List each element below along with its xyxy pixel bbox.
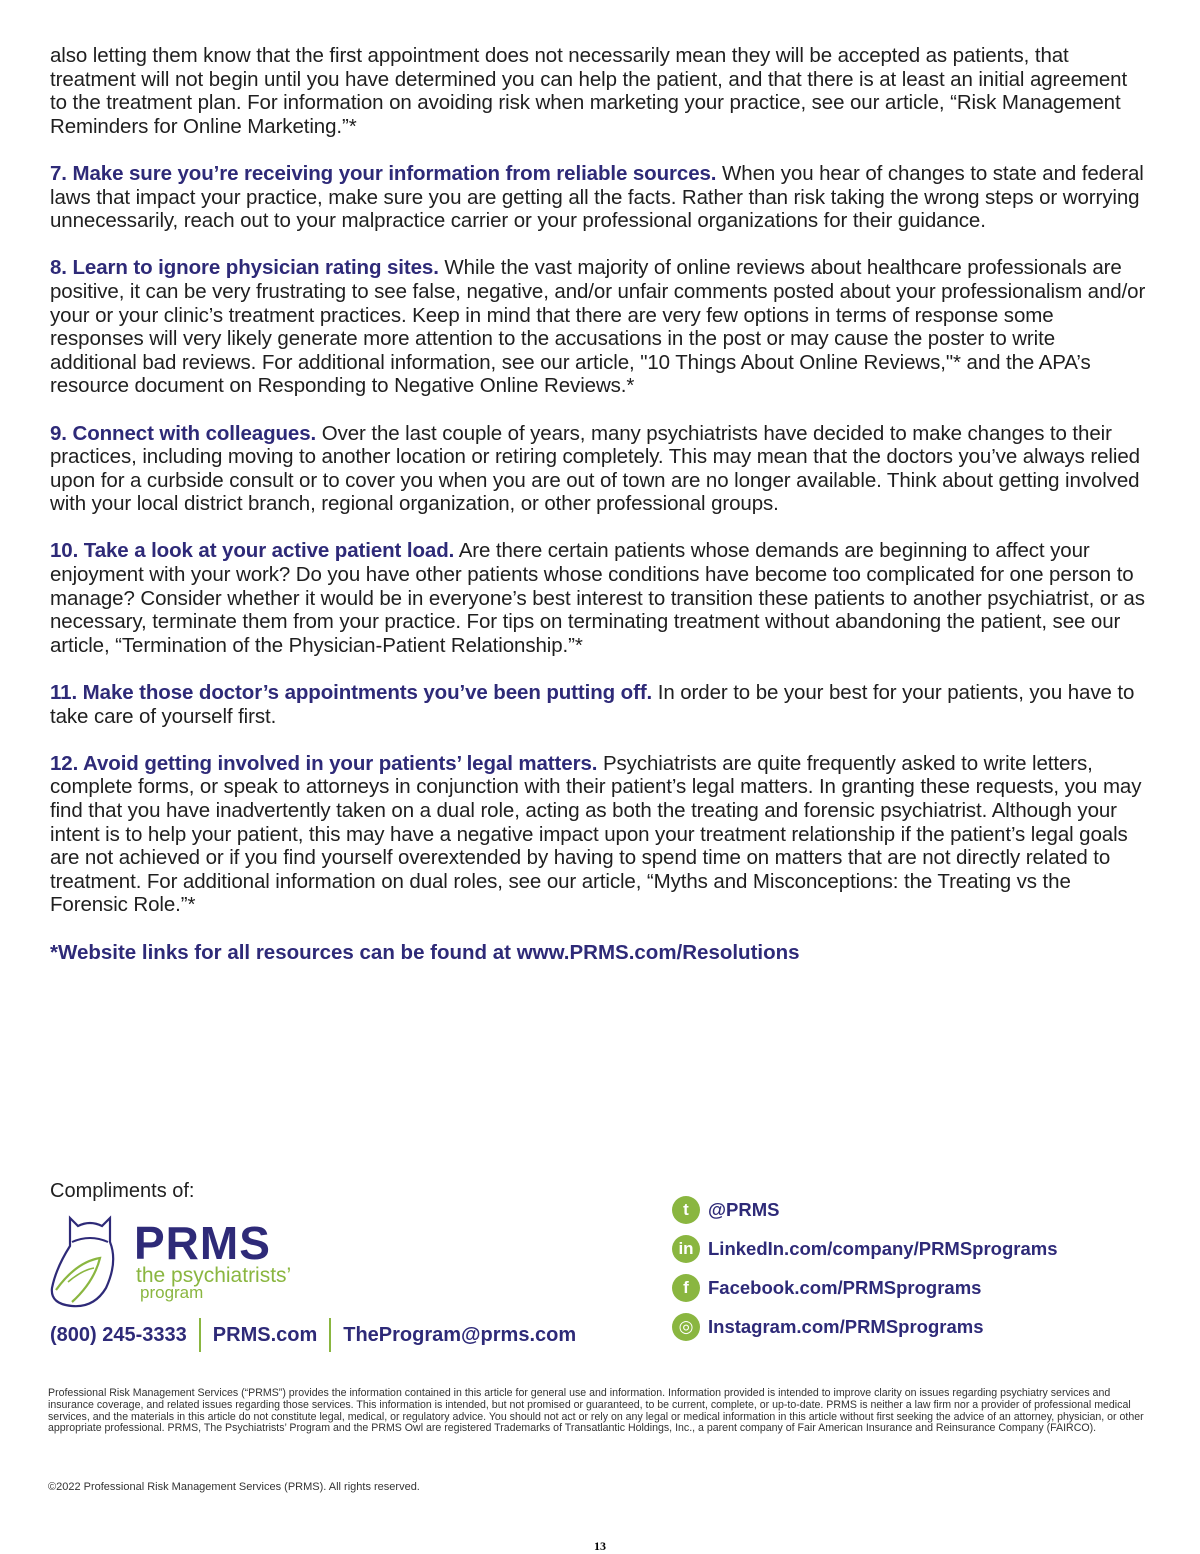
linkedin-icon: in [672,1235,700,1263]
list-item [50,752,1146,917]
list-item [50,256,1146,398]
logo-wordmark: PRMS [134,1217,271,1269]
phone-number[interactable]: (800) 245-3333 [50,1323,187,1346]
website-link[interactable]: PRMS.com [212,1323,318,1346]
social-label[interactable]: LinkedIn.com/company/PRMSprograms [708,1237,1058,1259]
item-body: In order to be your best for your patients, you have to take care of yourself first. [50,681,1135,728]
intro-paragraph: also letting them know that the first appointment does not necessarily mean they will be accepted as patients, that treatment will not begin until you have determined you can help the patient, and that there is at least an initial agreement to the treatment plan. For information on avoiding risk when marketing your practice, see our article, “Risk Management Reminders for Online Marketing.”* [50,44,1128,138]
facebook-icon: f [672,1274,700,1302]
resources-link[interactable]: *Website links for all resources can be found at www.PRMS.com/Resolutions [50,940,800,964]
page-number: 13 [594,1539,606,1553]
social-label[interactable]: Instagram.com/PRMSprograms [708,1315,984,1337]
item-body: Psychiatrists are quite frequently asked to write letters, complete forms, or speak to attorneys in conjunction with their patient’s legal matters. In granting these requests, you may find that you have inadvertently taken on a dual role, acting as both the treating and forensic psychiatrist. Although your intent is to help your patient, this may have a negative impact upon your treatment relationship if the patient’s legal goals are not achieved or if you find yourself overextended by having to spend time on matters that are not directly related to treatment. For additional information on dual roles, see our article, “Myths and Misconceptions: the Treating vs the Forensic Role.”* [50,751,1142,917]
logo-tagline-2: program [140,1283,204,1302]
social-item-twitter[interactable] [672,1190,1058,1229]
list-item [50,539,1146,657]
list-item [50,681,1146,728]
copyright-notice: ©2022 Professional Risk Management Services (PRMS). All rights reserved. [48,1481,420,1493]
list-item [50,422,1146,516]
item-body: While the vast majority of online reviews about healthcare professionals are positive, it can be very frustrating to see false, negative, and/or unfair comments posted about your professionalism and/or your or your clinic’s treatment practices. Keep in mind that there are very few options in terms of response some responses will very likely generate more attention to the accusations in the post or may cause the poster to write additional bad reviews. For additional information, see our article, "10 Things About Online Reviews,"* and the APA’s resource document on Responding to Negative Online Reviews.* [50,256,1146,398]
item-heading: 7. Make sure you’re receiving your information from reliable sources. [50,161,717,185]
item-heading: 9. Connect with colleagues. [50,421,317,445]
owl-icon [48,1212,132,1312]
item-heading: 11. Make those doctor’s appointments you’ve been putting off. [50,681,653,705]
email-link[interactable]: TheProgram@prms.com [343,1323,577,1346]
contact-bar [50,1318,576,1352]
article-body [50,44,1146,985]
social-item-linkedin[interactable] [672,1229,1058,1268]
divider [199,1318,201,1352]
social-label[interactable]: Facebook.com/PRMSprograms [708,1276,982,1298]
item-heading: 10. Take a look at your active patient load. [50,539,455,563]
social-label[interactable]: @PRMS [708,1198,780,1220]
social-links [672,1190,1058,1346]
item-body: When you hear of changes to state and federal laws that impact your practice, make sure you are getting all the facts. Rather than risk taking the wrong steps or worrying unnecessarily, reach out to your malpractice carrier or your professional organizations for their guidance. [50,161,1144,233]
prms-logo [48,1212,308,1312]
item-heading: 8. Learn to ignore physician rating sites. [50,256,439,280]
divider [329,1318,331,1352]
list-item [50,162,1146,233]
instagram-icon: ◎ [672,1313,700,1341]
item-heading: 12. Avoid getting involved in your patients’ legal matters. [50,751,598,775]
social-item-instagram[interactable] [672,1307,1058,1346]
logo-tagline: the psychiatrists’ [136,1264,292,1287]
social-item-facebook[interactable] [672,1268,1058,1307]
item-body: Over the last couple of years, many psychiatrists have decided to make changes to their practices, including moving to another location or retiring completely. This may mean that the doctors you’ve always relied upon for a curbside consult or to cover you when you are out of town are no longer available. Think about getting involved with your local district branch, regional organization, or other professional groups. [50,421,1140,516]
legal-disclaimer: Professional Risk Management Services (“PRMS”) provides the information contained in this article for general use and information. Information provided is intended to improve clarity on issues regarding psychiatry services and insurance coverage, and related issues regarding those services. This information is intended, but not promised or guaranteed, to be current, complete, or up-to-date. PRMS is neither a law firm nor a provider of professional medical services, and the materials in this article do not constitute legal, medical, or regulatory advice. You should not act or rely on any legal or medical information in this article without first seeking the advice of an attorney, physician, or other appropriate professional. PRMS, The Psychiatrists’ Program and the PRMS Owl are registered Trademarks of Transatlantic Holdings, Inc., a parent company of Fair American Insurance and Reinsurance Company (FAIRCO). [48,1387,1144,1435]
compliments-label: Compliments of: [50,1180,195,1202]
twitter-icon: t [672,1196,700,1224]
item-body: Are there certain patients whose demands are beginning to affect your enjoyment with your work? Do you have other patients whose conditions have become too complicated for one person to manage? Consider whether it would be in everyone’s best interest to transition these patients to another psychiatrist, or as necessary, terminate them from your practice. For tips on terminating treatment without abandoning the patient, see our article, “Termination of the Physician-Patient Relationship.”* [50,539,1145,657]
